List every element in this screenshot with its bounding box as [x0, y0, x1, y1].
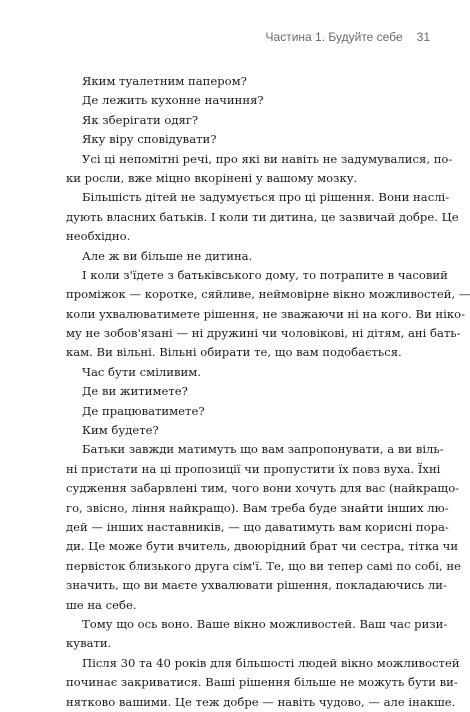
text-line: Як зберігати одяг?	[82, 112, 199, 127]
text-line: первісток близького друга сім'ї. Те, що ви тепер самі по собі, не	[66, 558, 461, 573]
text-line: Але ж ви більше не дитина.	[82, 248, 253, 263]
text-line: Усі ці непомітні речі, про які ви навіть не задумувалися, по-	[82, 151, 453, 166]
text-line: І коли з'їдете з батьківського дому, то потрапите в часовий	[82, 267, 448, 282]
text-line: го, звісно, ління найкращо). Вам треба буде знайти інших лю-	[66, 500, 449, 515]
text-line: дують власних батьків. І коли ти дитина, це зазвичай добре. Це	[66, 209, 459, 224]
text-line: кувати.	[66, 636, 112, 651]
text-line: Час бути сміливим.	[82, 364, 201, 379]
text-line: кам. Ви вільні. Вільні обирати те, що вам подобається.	[66, 345, 402, 360]
text-line: ди. Це може бути вчитель, двоюрідний брат чи сестра, тітка чи	[66, 539, 459, 554]
text-line: судження забарвлені тим, чого вони хочуть для вас (найкращо-	[66, 481, 460, 496]
text-line: значить, що ви маєте ухвалювати рішення, покладаючись ли-	[66, 578, 447, 593]
text-line: ки росли, вже міцно вкорінені у вашому мозку.	[66, 170, 358, 185]
text-line: Більшість дітей не задумується про ці рішення. Вони наслі-	[82, 190, 450, 205]
text-line: му не зобов'язані — ні дружині чи чоловікові, ні дітям, ані бать-	[66, 326, 461, 341]
text-line: Яким туалетним папером?	[82, 74, 247, 88]
text-line: ні пристати на ці пропозиції чи пропустити їх повз вуха. Їхні	[66, 461, 441, 476]
text-line: необхідно.	[66, 229, 131, 244]
text-line: Після 30 та 40 років для більшості людей вікно можливостей	[82, 655, 460, 670]
text-line: дей — інших наставників, — що даватимуть вам корисні пора-	[66, 519, 449, 534]
text-line: починає закриватися. Ваші рішення більше не можуть бути ви-	[66, 675, 458, 690]
text-line: Де працюватимете?	[82, 403, 205, 418]
text-line: Батьки завжди матимуть що вам запропонувати, а ви віль-	[82, 442, 444, 457]
text-line: Тому що ось воно. Ваше вікно можливостей. Ваш час ризи-	[82, 616, 448, 631]
text-line: коли ухвалюватимете рішення, не зважаючи ні на кого. Ви ніко-	[66, 306, 465, 321]
text-line: Яку віру сповідувати?	[82, 132, 217, 147]
body-text	[66, 72, 470, 712]
running-header	[266, 30, 430, 44]
text-line: Ким будете?	[82, 423, 159, 438]
text-line: нятково вашими. Це теж добре — навіть чудово, — але інакше.	[66, 694, 456, 709]
text-line: проміжок — коротке, сяйливе, неймовірне вікно можливостей, —	[66, 287, 470, 302]
chapter-title: Частина 1. Будуйте себе	[265, 30, 403, 44]
text-line: Де лежить кухонне начиння?	[82, 93, 264, 108]
text-line: ше на себе.	[66, 597, 137, 612]
page-number: 31	[416, 30, 430, 44]
text-line: Де ви житимете?	[82, 384, 188, 399]
